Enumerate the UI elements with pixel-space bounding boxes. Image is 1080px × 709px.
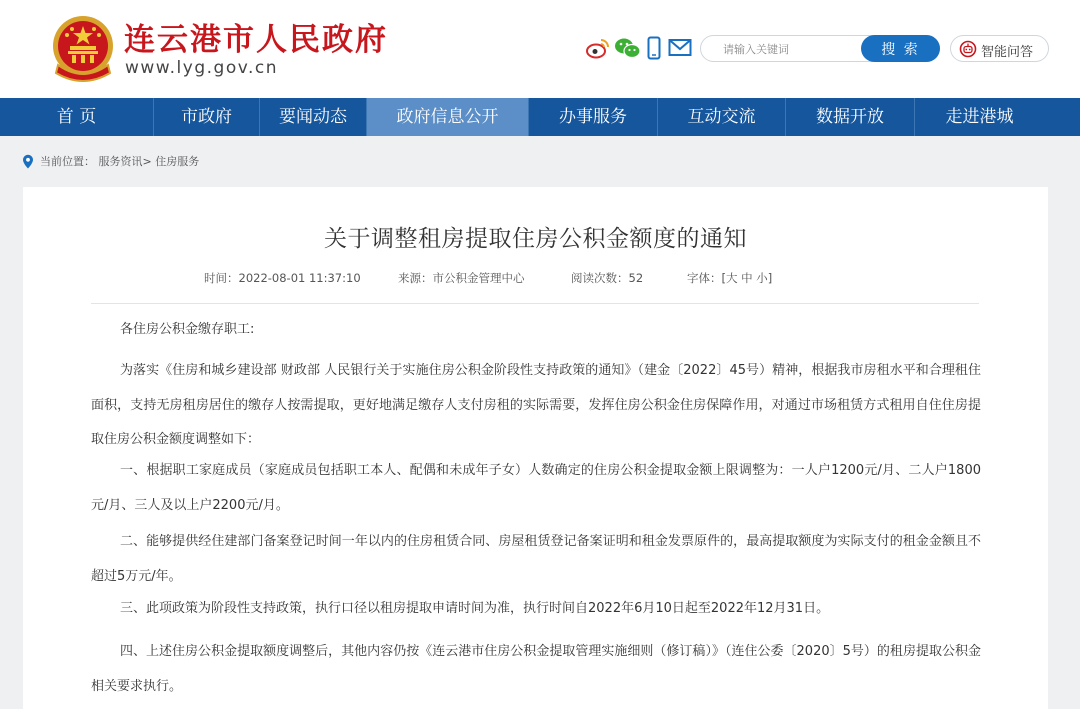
- article-source: 来源：市公积金管理中心: [398, 271, 525, 285]
- smart-qa-button[interactable]: [950, 35, 1049, 62]
- site-url[interactable]: www.lyg.gov.cn: [125, 58, 278, 78]
- nav-home[interactable]: 首 页: [0, 98, 154, 136]
- mail-icon[interactable]: [668, 36, 692, 60]
- publish-time: 时间：2022-08-01 11:37:10: [204, 271, 361, 285]
- article-paragraph: 为落实《住房和城乡建设部 财政部 人民银行关于实施住房公积金阶段性支持政策的通知》（建金〔2022〕45号）精神，根据我市房租水平和合理租住面积，支持无房租房居住的缴存人按需提取，更好地满足缴存人支付房租的实际需要，发挥住房公积金住房保障作用，对通过市场租赁方式租用自住住房提取住房公积金额度调整如下：: [91, 363, 981, 447]
- weibo-icon[interactable]: [586, 36, 610, 60]
- article-title: 关于调整租房提取住房公积金额度的通知: [324, 226, 747, 252]
- breadcrumb-text[interactable]: 当前位置： 服务资讯> 住房服务: [40, 155, 200, 168]
- wechat-icon[interactable]: [614, 36, 642, 60]
- national-emblem-icon[interactable]: [50, 13, 116, 85]
- mobile-icon[interactable]: [647, 36, 661, 60]
- smart-qa-label: 智能问答: [981, 45, 1034, 60]
- article-paragraph: 一、根据职工家庭成员（家庭成员包括职工本人、配偶和未成年子女）人数确定的住房公积金提取金额上限调整为：一人户1200元/月、二人户1800元/月、三人及以上户2200元/月。: [91, 463, 981, 513]
- view-count: 阅读次数：52: [571, 271, 644, 285]
- nav-about-city[interactable]: 走进港城: [945, 107, 1014, 127]
- nav-interaction[interactable]: 互动交流: [658, 98, 786, 136]
- nav-city-government[interactable]: 市政府: [154, 98, 260, 136]
- site-header: [0, 0, 1080, 98]
- location-pin-icon: [22, 154, 34, 169]
- article-paragraph: 各住房公积金缴存职工:: [120, 322, 255, 337]
- article-paragraph: 四、上述住房公积金提取额度调整后，其他内容仍按《连云港市住房公积金提取管理实施细则（修订稿）》（连住公委〔2020〕5号）的租房提取公积金相关要求执行。: [91, 644, 981, 694]
- main-nav: [0, 98, 1080, 136]
- nav-gov-info-disclosure[interactable]: 政府信息公开: [367, 98, 529, 136]
- nav-news[interactable]: 要闻动态: [260, 98, 367, 136]
- font-size-switcher[interactable]: 字体：[大 中 小]: [687, 271, 773, 285]
- nav-services[interactable]: 办事服务: [529, 98, 658, 136]
- nav-open-data[interactable]: 数据开放: [786, 98, 915, 136]
- robot-icon: [959, 40, 977, 58]
- site-name[interactable]: 连云港市人民政府: [124, 22, 388, 58]
- article-paragraph: 二、能够提供经住建部门备案登记时间一年以内的住房租赁合同、房屋租赁登记备案证明和租金发票原件的，最高提取额度为实际支付的租金金额且不超过5万元/年。: [91, 534, 981, 584]
- article-paragraph: 三、此项政策为阶段性支持政策，执行口径以租房提取申请时间为准，执行时间自2022年6月10日起至2022年12月31日。: [120, 601, 830, 616]
- breadcrumb: [22, 152, 199, 170]
- search-button[interactable]: 搜 索: [861, 35, 940, 62]
- divider: [91, 303, 979, 304]
- article-panel: [23, 187, 1048, 709]
- search-input[interactable]: [723, 41, 853, 57]
